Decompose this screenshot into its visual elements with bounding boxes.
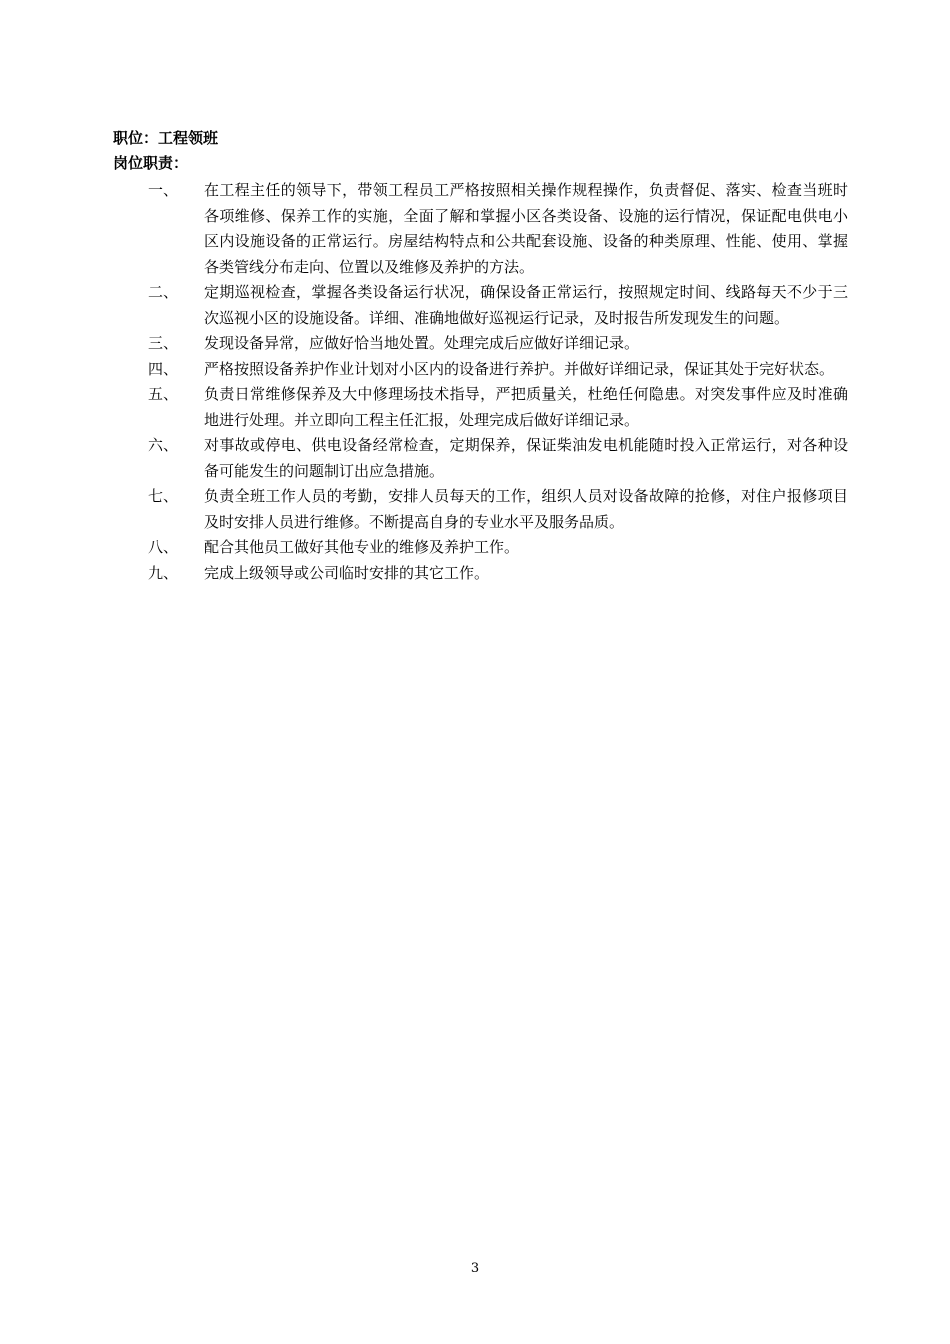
duty-text: 发现设备异常，应做好恰当地处置。处理完成后应做好详细记录。	[204, 334, 640, 352]
duty-item	[148, 433, 848, 484]
duty-number: 五、	[148, 385, 179, 403]
duty-number: 二、	[148, 283, 179, 301]
duty-item	[148, 382, 848, 433]
duty-text: 定期巡视检查，掌握各类设备运行状况，确保设备正常运行，按照规定时间、线路每天不少于三次巡视小区的设施设备。详细、准确地做好巡视运行记录，及时报告所发现发生的问题。	[204, 283, 848, 327]
position-title: 职位：工程领班	[113, 129, 219, 147]
duty-item	[148, 280, 848, 331]
duty-number: 六、	[148, 436, 179, 454]
duty-number: 一、	[148, 181, 179, 199]
duty-item	[148, 484, 848, 535]
duty-number: 三、	[148, 334, 179, 352]
duty-text: 完成上级领导或公司临时安排的其它工作。	[204, 563, 490, 582]
duty-item	[148, 331, 848, 357]
duty-number: 九、	[148, 563, 179, 582]
duty-text: 负责日常维修保养及大中修理场技术指导，严把质量关，杜绝任何隐患。对突发事件应及时准确地进行处理。并立即向工程主任汇报，处理完成后做好详细记录。	[204, 385, 848, 429]
duty-text: 对事故或停电、供电设备经常检查，定期保养，保证柴油发电机能随时投入正常运行，对各种设备可能发生的问题制订出应急措施。	[204, 436, 848, 480]
duty-text: 负责全班工作人员的考勤，安排人员每天的工作，组织人员对设备故障的抢修，对住户报修项目及时安排人员进行维修。不断提高自身的专业水平及服务品质。	[204, 487, 848, 531]
duty-text: 严格按照设备养护作业计划对小区内的设备进行养护。并做好详细记录，保证其处于完好状态。	[204, 359, 835, 378]
duty-text: 在工程主任的领导下，带领工程员工严格按照相关操作规程操作，负责督促、落实、检查当班时各项维修、保养工作的实施，全面了解和掌握小区各类设备、设施的运行情况，保证配电供电小区内设施设备的正常运行。房屋结构特点和公共配套设施、设备的种类原理、性能、使用、掌握各类管线分布走向、位置以及维修及养护的方法。	[204, 181, 848, 276]
duty-number: 四、	[148, 359, 179, 378]
duty-number: 七、	[148, 487, 179, 505]
duty-item	[148, 561, 848, 587]
page-number: 3	[470, 1261, 480, 1276]
duty-number: 八、	[148, 538, 179, 556]
duty-item	[148, 178, 848, 280]
duty-item	[148, 357, 848, 383]
duties-list	[148, 178, 848, 586]
duty-item	[148, 535, 848, 561]
duty-text: 配合其他员工做好其他专业的维修及养护工作。	[204, 538, 520, 556]
duties-title: 岗位职责：	[113, 154, 189, 172]
